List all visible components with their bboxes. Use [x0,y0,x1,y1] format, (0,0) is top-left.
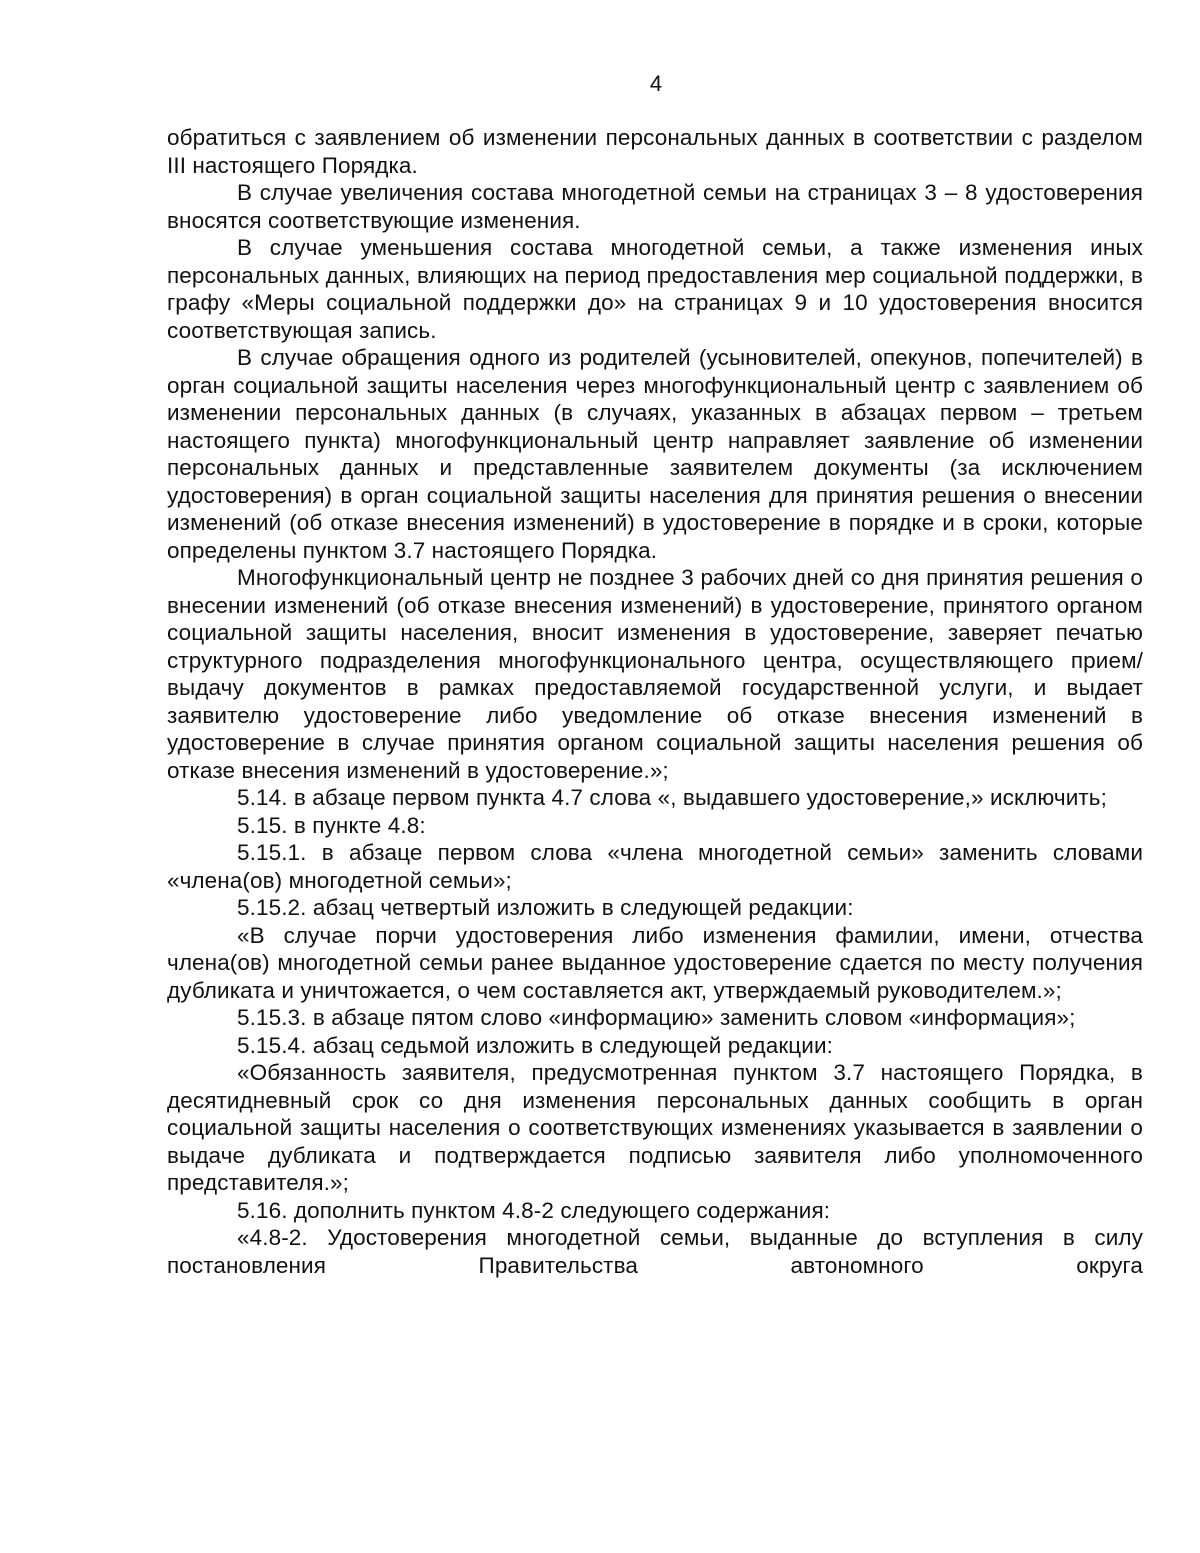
paragraph-item-5-15-3: 5.15.3. в абзаце пятом слово «информацию» заменить словом «информация»; [237,1005,1076,1030]
paragraph-quote: «Обязанность заявителя, предусмотренная пунктом 3.7 настоящего Порядка, в десятидневный срок со дня изменения персональных данных сообщить в орган социальной защиты населения о соответствующих изменениях указывается в заявлении о выдаче дубликата и подтверждается подписью заявителя либо уполномоченного представителя.»; [167,1060,1143,1195]
paragraph-item-5-16: 5.16. дополнить пунктом 4.8-2 следующего содержания: [237,1197,831,1223]
paragraph-item-5-15-2: 5.15.2. абзац четвертый изложить в следующей редакции: [237,895,854,920]
paragraph: В случае обращения одного из родителей (усыновителей, опекунов, попечителей) в орган социальной защиты населения через многофункциональный центр с заявлением об изменении персональных данных (в случаях, указанных в абзацах первом – третьем настоящего пункта) многофункциональный центр направляет заявление об изменении персональных данных и представленные заявителем документы (за исключением удостоверения) в орган социальной защиты населения для принятия решения о внесении изменений (об отказе внесения изменений) в удостоверение в порядке и в сроки, которые определены пунктом 3.7 настоящего Порядка. [167,345,1143,563]
paragraph-item-4-8-2: «4.8-2. Удостоверения многодетной семьи, выданные до вступления в силу постановления Правительства автономного округа [167,1225,1143,1278]
document-body [167,124,1143,1279]
paragraph: В случае уменьшения состава многодетной семьи, а также изменения иных персональных данных, влияющих на период предоставления мер социальной поддержки, в графу «Меры социальной поддержки до» на страницах 9 и 10 удостоверения вносится соответствующая запись. [167,235,1143,343]
paragraph-item-5-14: 5.14. в абзаце первом пункта 4.7 слова «, выдавшего удостоверение,» исключить; [237,785,1107,810]
paragraph: Многофункциональный центр не позднее 3 рабочих дней со дня принятия решения о внесении изменений (об отказе внесения изменений) в удостоверение, принятого органом социальной защиты населения, вносит изменения в удостоверение, заверяет печатью структурного подразделения многофункционального центра, осуществляющего прием/выдачу документов в рамках предоставляемой государственной услуги, и выдает заявителю удостоверение либо уведомление об отказе внесения изменений в удостоверение в случае принятия органом социальной защиты населения решения об отказе внесения изменений в удостоверение.»; [167,565,1143,783]
paragraph-item-5-15-1: 5.15.1. в абзаце первом слова «члена многодетной семьи» заменить словами «члена(ов) многодетной семьи»; [167,840,1143,893]
page-number: 4 [649,71,663,96]
paragraph: В случае увеличения состава многодетной семьи на страницах 3 – 8 удостоверения вносятся соответствующие изменения. [167,180,1143,233]
paragraph-quote: «В случае порчи удостоверения либо изменения фамилии, имени, отчества члена(ов) многодетной семьи ранее выданное удостоверение сдается по месту получения дубликата и уничтожается, о чем составляется акт, утверждаемый руководителем.»; [167,922,1143,1003]
paragraph-item-5-15: 5.15. в пункте 4.8: [237,812,426,838]
paragraph-continuation: обратиться с заявлением об изменении персональных данных в соответствии с разделом III настоящего Порядка. [167,125,1143,178]
paragraph-item-5-15-4: 5.15.4. абзац седьмой изложить в следующей редакции: [237,1032,833,1058]
